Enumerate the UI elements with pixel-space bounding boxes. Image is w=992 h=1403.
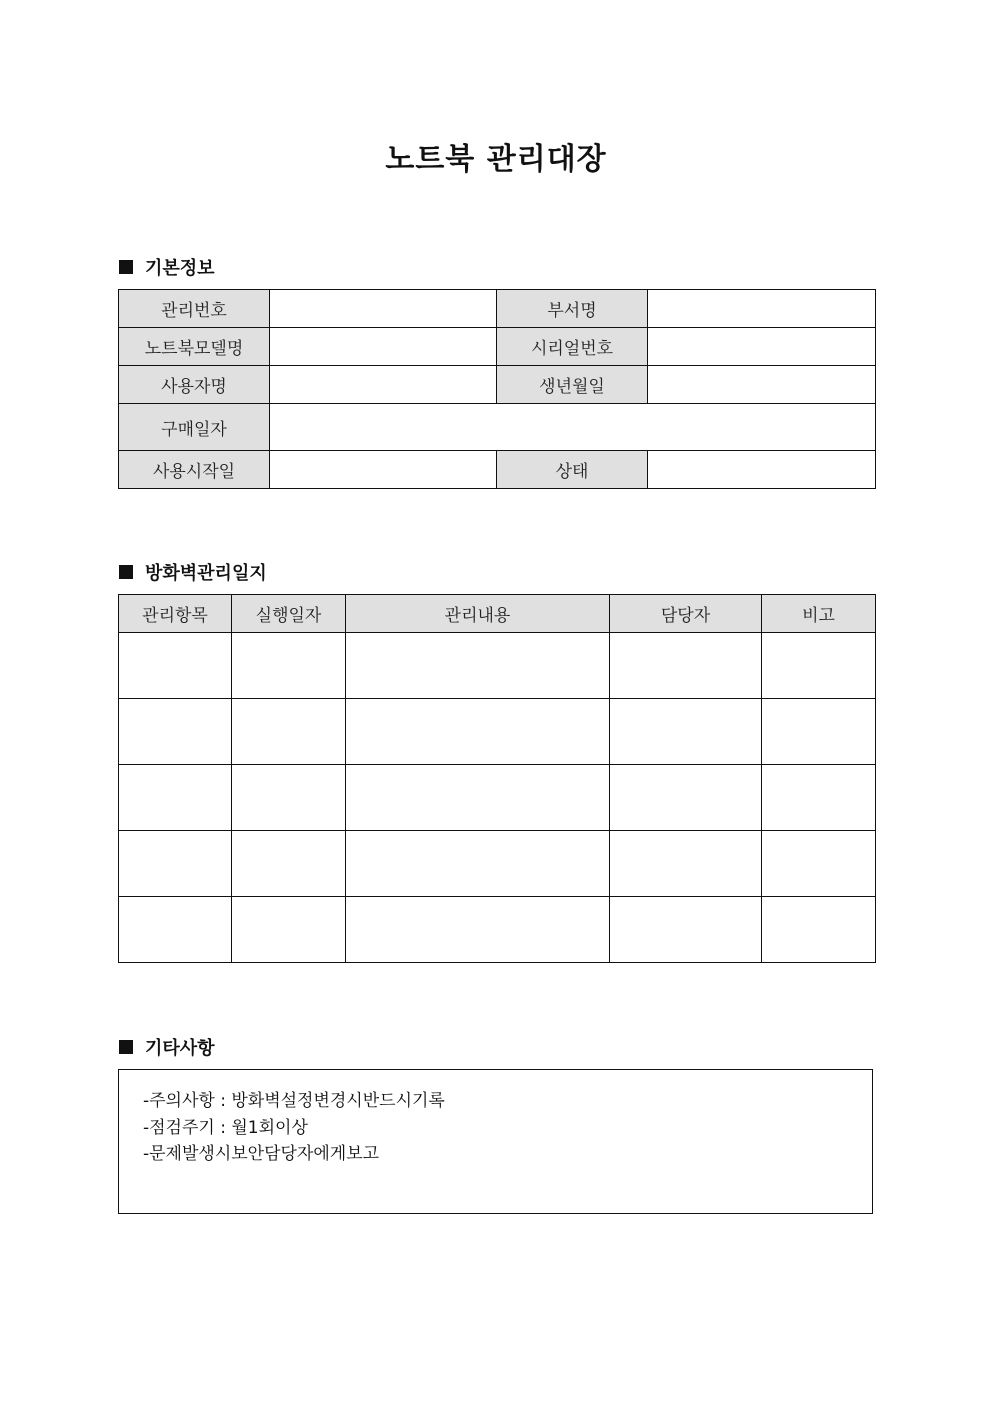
note-line: -점검주기 : 월1회이상 <box>143 1117 308 1138</box>
section-title: 기본정보 <box>145 258 215 279</box>
field-user[interactable] <box>270 366 497 404</box>
table-cell[interactable] <box>346 699 610 765</box>
table-cell[interactable] <box>346 831 610 897</box>
column-header: 실행일자 <box>232 595 346 633</box>
field-mgmt-no[interactable] <box>270 290 497 328</box>
field-status[interactable] <box>648 451 876 489</box>
table-cell[interactable] <box>762 633 876 699</box>
basic-info-table <box>118 289 876 489</box>
table-cell[interactable] <box>119 831 232 897</box>
field-dept[interactable] <box>648 290 876 328</box>
column-header: 관리내용 <box>346 595 610 633</box>
table-cell[interactable] <box>346 765 610 831</box>
label-start-date: 사용시작일 <box>119 451 270 489</box>
notes-box <box>118 1069 873 1214</box>
firewall-log-table <box>118 594 876 963</box>
section-title: 기타사항 <box>145 1038 215 1059</box>
table-cell[interactable] <box>610 633 762 699</box>
table-cell[interactable] <box>762 831 876 897</box>
table-row <box>119 831 876 897</box>
table-cell[interactable] <box>610 699 762 765</box>
column-header: 담당자 <box>610 595 762 633</box>
field-model[interactable] <box>270 328 497 366</box>
field-birth[interactable] <box>648 366 876 404</box>
table-cell[interactable] <box>119 897 232 963</box>
label-status: 상태 <box>497 451 648 489</box>
square-bullet-icon <box>119 260 133 274</box>
note-line: -문제발생시보안담당자에게보고 <box>143 1144 380 1164</box>
column-header: 비고 <box>762 595 876 633</box>
section-title: 방화벽관리일지 <box>145 563 267 584</box>
label-serial: 시리얼번호 <box>497 328 648 366</box>
table-cell[interactable] <box>119 699 232 765</box>
table-cell[interactable] <box>232 699 346 765</box>
table-cell[interactable] <box>232 633 346 699</box>
table-cell[interactable] <box>232 765 346 831</box>
section-firewall-log <box>119 559 267 585</box>
square-bullet-icon <box>119 1040 133 1054</box>
table-cell[interactable] <box>762 765 876 831</box>
section-basic-info <box>119 254 215 280</box>
table-cell[interactable] <box>610 765 762 831</box>
table-row <box>119 765 876 831</box>
label-dept: 부서명 <box>497 290 648 328</box>
section-other <box>119 1034 215 1060</box>
square-bullet-icon <box>119 565 133 579</box>
table-cell[interactable] <box>762 897 876 963</box>
label-model: 노트북모델명 <box>119 328 270 366</box>
label-birth: 생년월일 <box>497 366 648 404</box>
table-cell[interactable] <box>346 897 610 963</box>
table-cell[interactable] <box>232 897 346 963</box>
field-start-date[interactable] <box>270 451 497 489</box>
table-cell[interactable] <box>762 699 876 765</box>
table-cell[interactable] <box>119 633 232 699</box>
table-cell[interactable] <box>119 765 232 831</box>
note-line: -주의사항 : 방화벽설정변경시반드시기록 <box>143 1091 445 1111</box>
table-cell[interactable] <box>610 831 762 897</box>
table-cell[interactable] <box>232 831 346 897</box>
label-mgmt-no: 관리번호 <box>119 290 270 328</box>
table-row <box>119 897 876 963</box>
field-serial[interactable] <box>648 328 876 366</box>
table-row <box>119 633 876 699</box>
table-cell[interactable] <box>346 633 610 699</box>
document-title: 노트북 관리대장 <box>385 142 607 177</box>
field-purchase-date[interactable] <box>270 404 876 451</box>
table-cell[interactable] <box>610 897 762 963</box>
table-row <box>119 699 876 765</box>
label-user: 사용자명 <box>119 366 270 404</box>
column-header: 관리항목 <box>119 595 232 633</box>
label-purchase-date: 구매일자 <box>119 404 270 451</box>
